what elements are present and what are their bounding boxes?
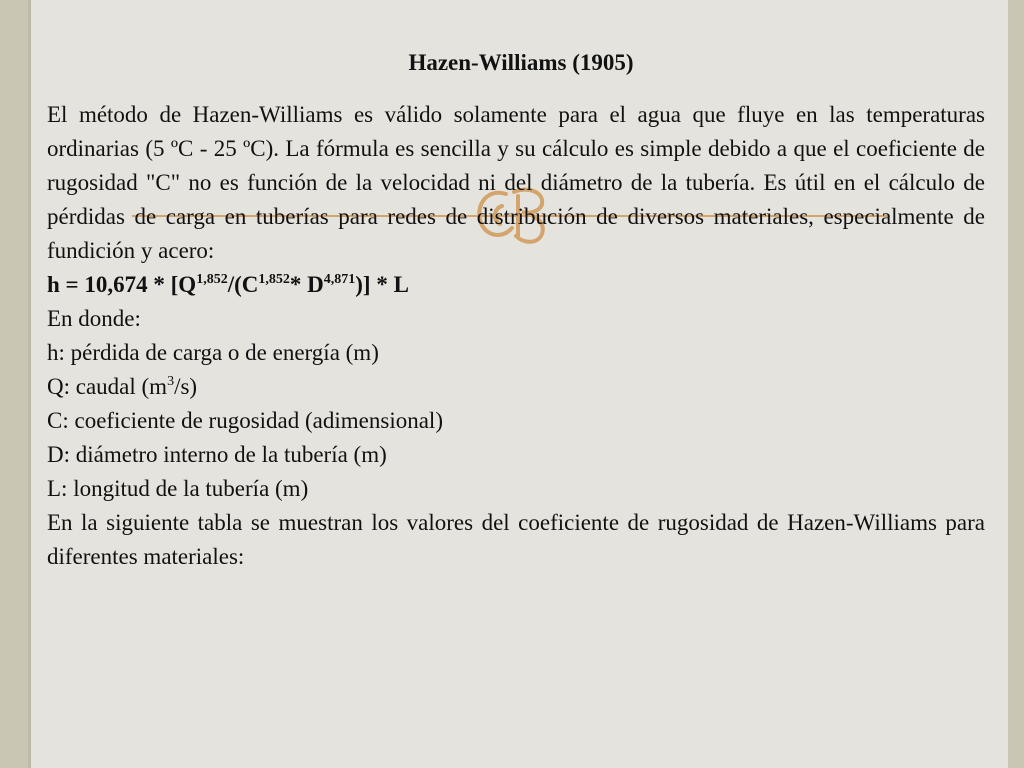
formula-exponent-c: 1,852 (258, 272, 290, 287)
hazen-williams-formula (47, 268, 985, 302)
slide-title: Hazen-Williams (1905) (408, 50, 634, 75)
formula-part-2: /(C (227, 272, 259, 297)
formula-exponent-q: 1,852 (196, 272, 228, 287)
where-label: En donde: (47, 306, 141, 331)
definition-l: L: longitud de la tubería (m) (47, 476, 309, 501)
definition-q-unit: /s) (174, 374, 198, 399)
left-frame-band (0, 0, 28, 768)
definition-q (47, 370, 985, 404)
formula-part-4: )] * L (355, 272, 409, 297)
definition-q-text: Q: caudal (m (47, 374, 168, 399)
definition-c: C: coeficiente de rugosidad (adimensional) (47, 408, 443, 433)
formula-part-3: * D (289, 272, 324, 297)
intro-paragraph: El método de Hazen-Williams es válido solamente para el agua que fluye en las temperaturas ordinarias (5 ºC - 25 ºC). La fórmula es sencilla y su cálculo es simple debido a que el coeficiente de rugosidad "C" no es función de la velocidad ni del diámetro de la tubería. Es útil en el cálculo de pérdidas de carga en tuberías para redes de distribución de diversos materiales, especialmente de fundición y acero: (47, 102, 985, 263)
slide-content (47, 46, 985, 574)
definition-d: D: diámetro interno de la tubería (m) (47, 442, 387, 467)
definition-q-exponent: 3 (167, 374, 175, 389)
closing-paragraph: En la siguiente tabla se muestran los valores del coeficiente de rugosidad de Hazen-Williams para diferentes materiales: (47, 510, 985, 569)
formula-part-1: h = 10,674 * [Q (47, 272, 197, 297)
definition-h: h: pérdida de carga o de energía (m) (47, 340, 379, 365)
formula-exponent-d: 4,871 (323, 272, 356, 287)
right-frame-band (1008, 0, 1024, 768)
